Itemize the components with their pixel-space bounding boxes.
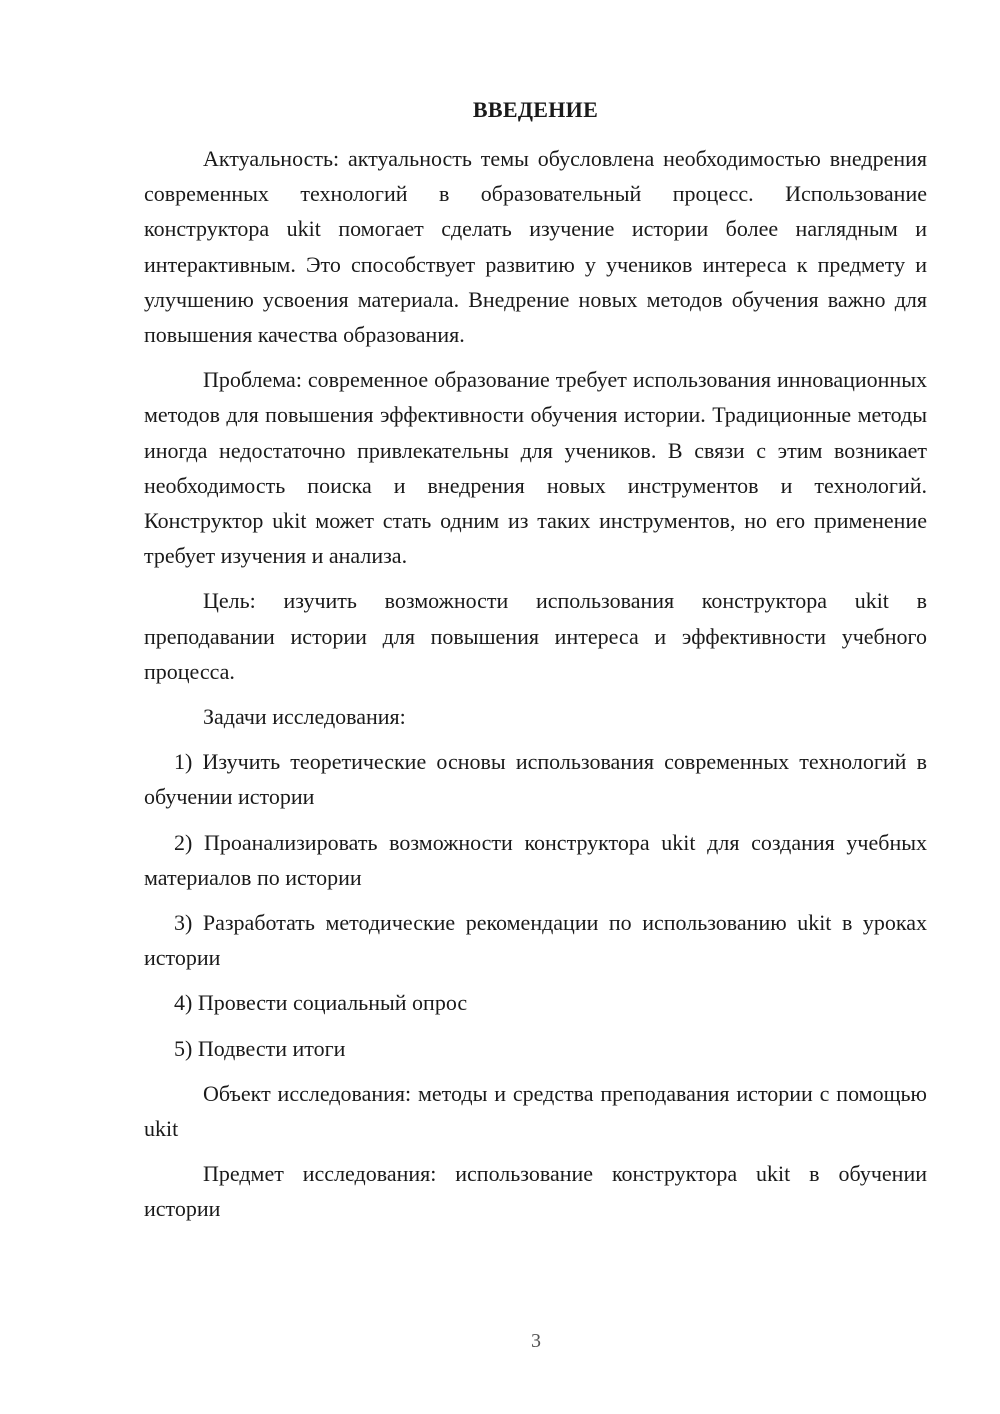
task-item: 1) Изучить теоретические основы использования современных технологий в обучении истории [144, 749, 927, 810]
task-item: 5) Подвести итоги [174, 1035, 346, 1061]
tasks-heading: Задачи исследования: [203, 704, 406, 730]
problem-paragraph: Проблема: современное образование требует использования инновационных методов для повышения эффективности обучения истории. Традиционные методы иногда недостаточно привлекательны для учеников. В связи с этим возникает необходимость поиска и внедрения новых инструментов и технологий. Конструктор ukit может стать одним из таких инструментов, но его применение требует изучения и анализа. [144, 367, 927, 569]
goal-paragraph: Цель: изучить возможности использования конструктора ukit в преподавании истории для повышения интереса и эффективности учебного процесса. [144, 588, 927, 684]
page-number: 3 [531, 1330, 541, 1352]
object-paragraph: Объект исследования: методы и средства преподавания истории с помощью ukit [144, 1080, 927, 1142]
document-page [144, 92, 927, 1227]
task-item: 3) Разработать методические рекомендации по использованию ukit в уроках истории [144, 910, 927, 971]
relevance-paragraph: Актуальность: актуальность темы обусловлена необходимостью внедрения современных технологий в образовательный процесс. Использование конструктора ukit помогает сделать изучение истории более наглядным и интерактивным. Это способствует развитию у учеников интереса к предмету и улучшению усвоения материала. Внедрение новых методов обучения важно для повышения качества образования. [144, 146, 927, 348]
task-item: 4) Провести социальный опрос [174, 990, 468, 1016]
task-item: 2) Проанализировать возможности конструктора ukit для создания учебных материалов по истории [144, 829, 927, 890]
section-title: ВВЕДЕНИЕ [472, 97, 599, 122]
subject-paragraph: Предмет исследования: использование конструктора ukit в обучении истории [144, 1161, 927, 1222]
